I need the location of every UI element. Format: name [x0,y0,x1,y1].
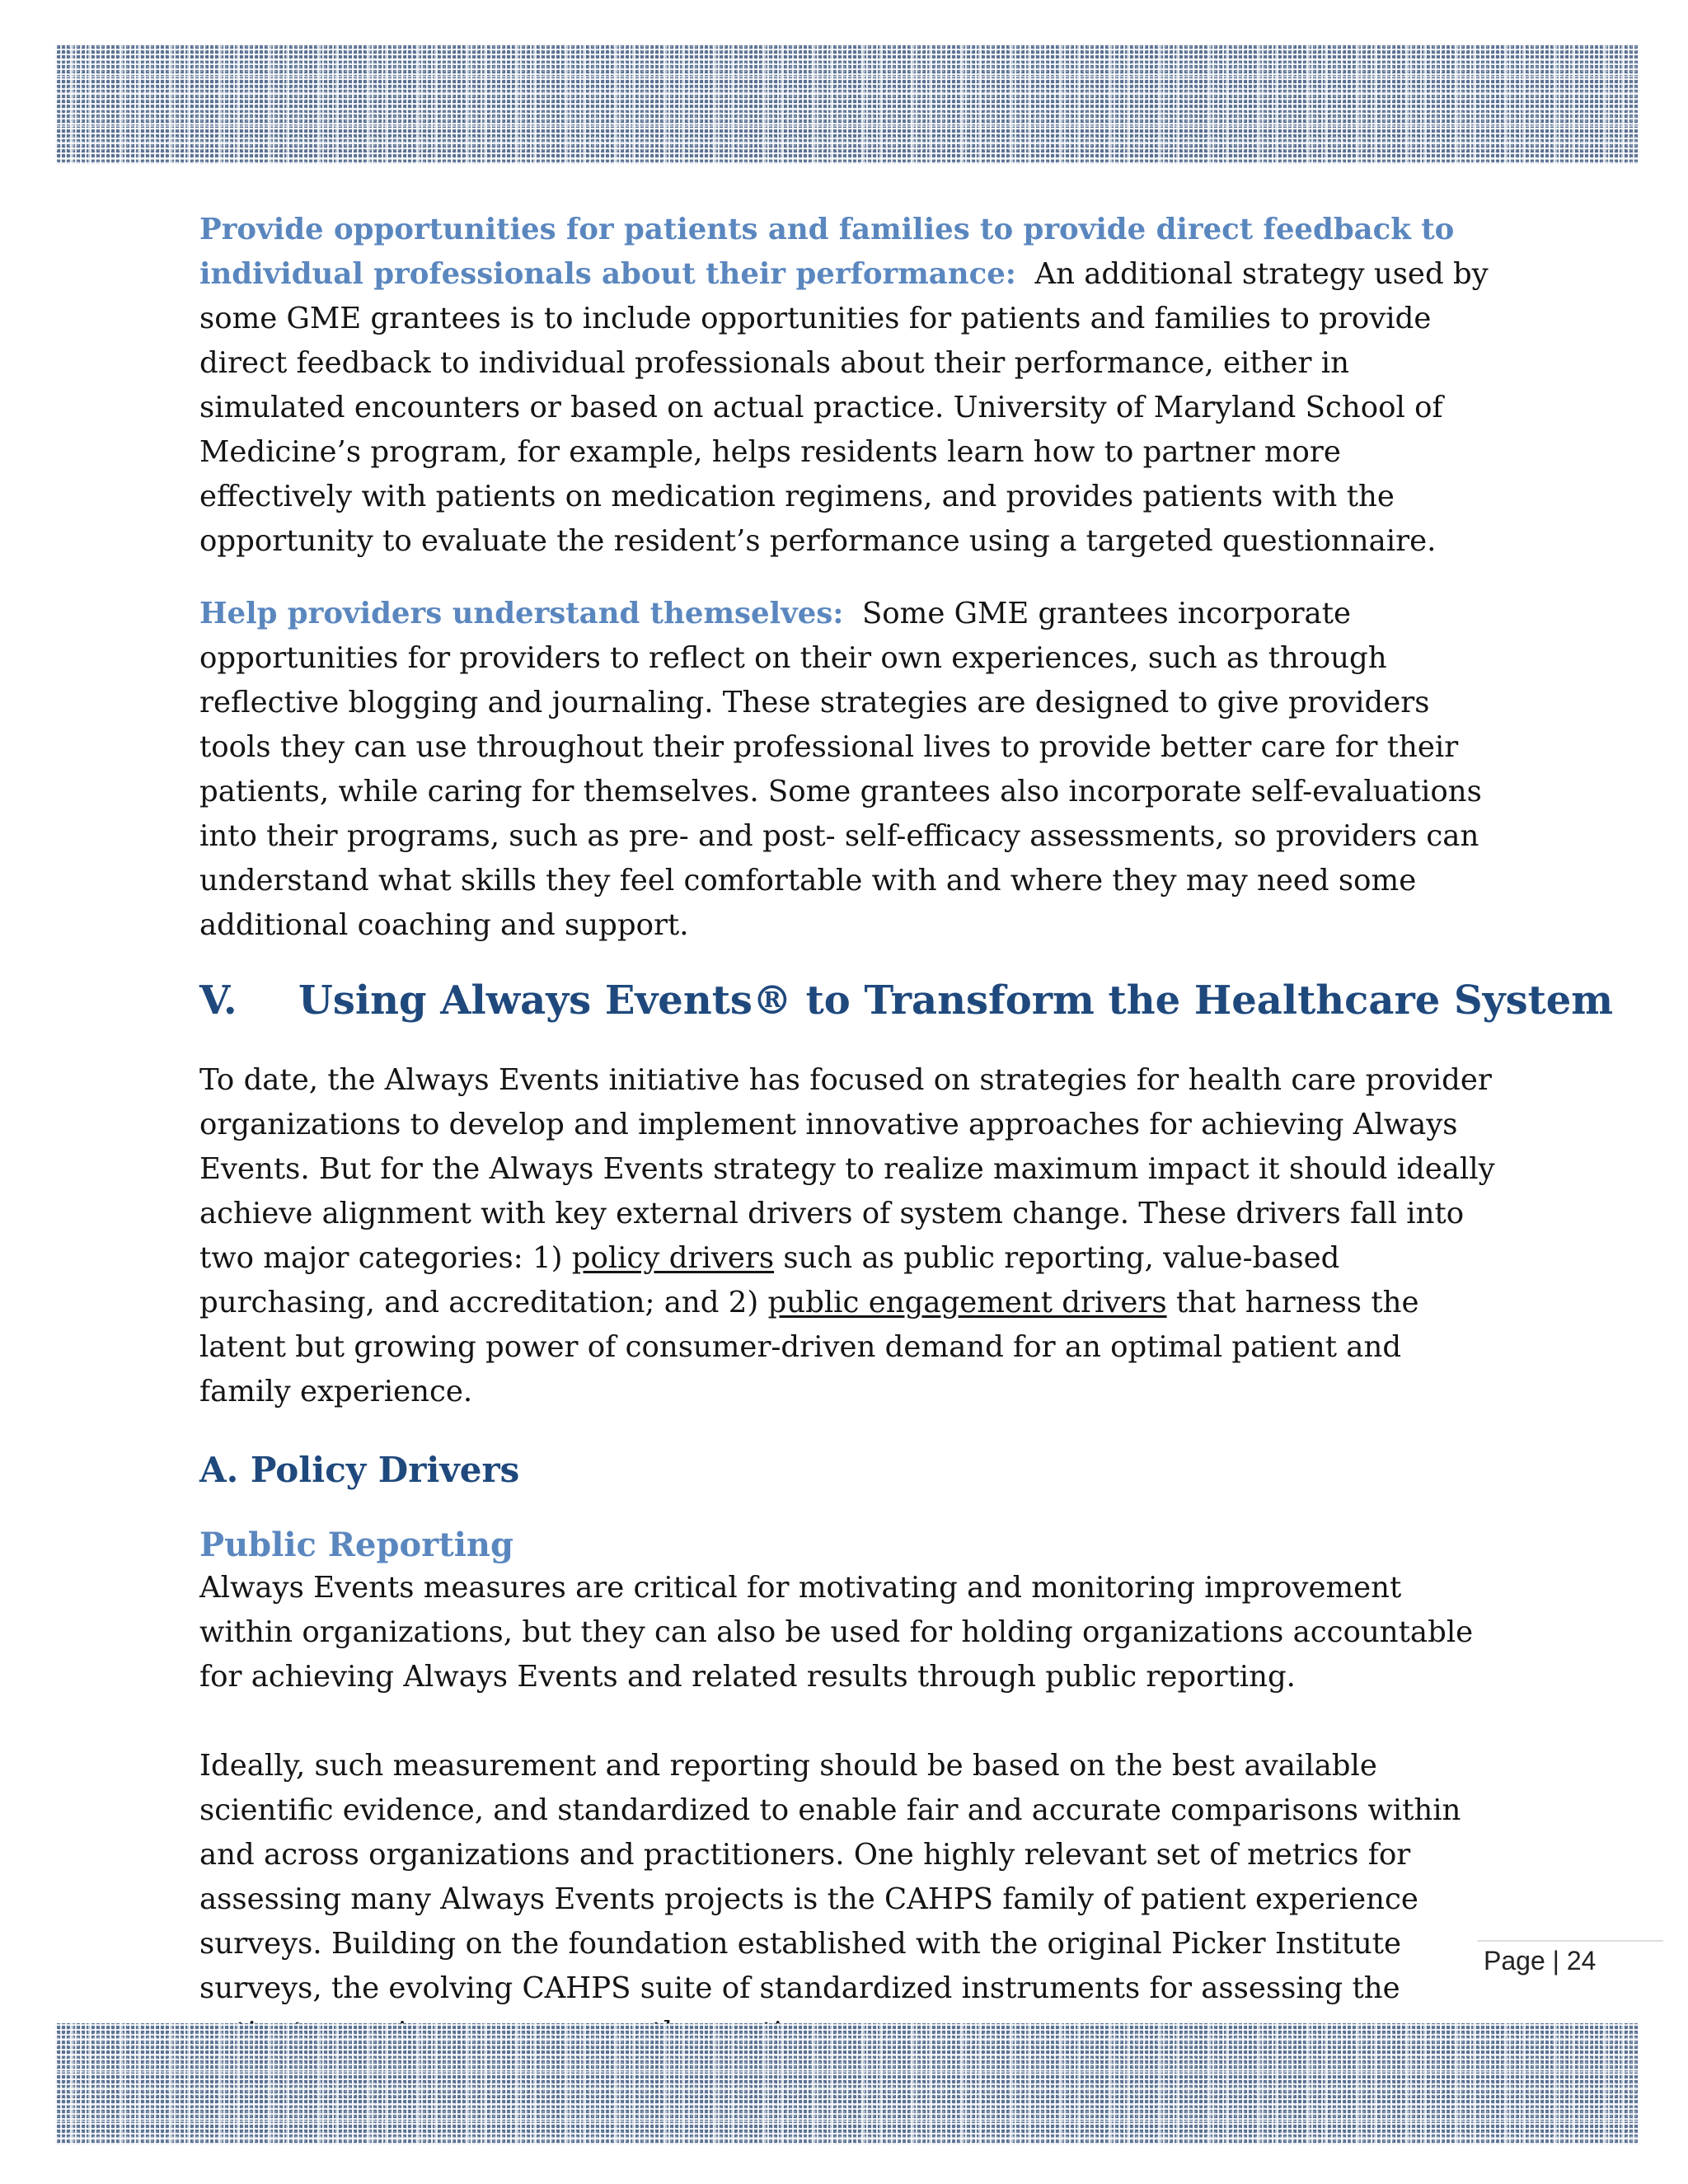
footer-divider [1477,1940,1663,1942]
public-engagement-drivers-term: public engagement drivers [767,1286,1167,1319]
paragraph-public-reporting-2: Ideally, such measurement and reporting should be based on the best available scientific evidence, and standardized to enable fair and accurate comparisons within and across organizations and practitioners. One highly relevant set of metrics for assessing many Always Events projects is the CAHPS family of patient experience surveys. Building on the foundation established with the original Picker Institute surveys, the evolving CAHPS suite of standardized instruments for assessing the [199,1749,1461,2005]
policy-drivers-term: policy drivers [571,1241,775,1275]
intro-text: that harness the latent but growing power of consumer-driven demand for an optimal patient and family experience. [199,1286,1419,1408]
paragraph-lead: Provide opportunities for patients and families to provide direct feedback to individual professionals about their performance: [199,213,1455,291]
page-number: Page | 24 [1484,1946,1597,1975]
subsection-heading: A. Policy Drivers [199,1450,520,1490]
paragraph-body: Some GME grantees incorporate opportunities for providers to reflect on their own experiences, such as through reflective blogging and journaling. These strategies are designed to give providers tools they can use throughout their professional lives to provide better care for their patients, while caring for themselves. Some grantees also incorporate self-evaluations into their programs, such as pre- and post- self-efficacy assessments, so providers can understand what skills they feel comfortable with and where they may need some additional coaching and support. [199,597,1482,942]
paragraph-lead: Help providers understand themselves: [199,597,844,630]
intro-text: To date, the Always Events initiative has focused on strategies for health care provider organizations to develop and implement innovative approaches for achieving Always Events. But for the Always Events strategy to realize maximum impact it should ideally achieve alignment with key external drivers of system change. These drivers fall into two major categories: 1) [199,1063,1495,1275]
section-title: Using Always Events® to Transform the Healthcare System [298,977,1614,1024]
paragraph-public-reporting-1: Always Events measures are critical for motivating and monitoring improvement within organizations, but they can also be used for holding organizations accountable for achieving Always Events and related results through public reporting. [199,1571,1474,1694]
paragraph-direct-feedback [199,208,1502,564]
public-reporting-heading: Public Reporting [199,1526,513,1564]
intro-text: such as public reporting, value-based purchasing, and accreditation; and 2) [199,1241,1340,1319]
section-number: V. [199,977,237,1024]
paragraph-help-providers [199,592,1502,948]
footer-decorative-band [55,2023,1638,2144]
paragraph-intro [199,1058,1502,1414]
paragraph-body: An additional strategy used by some GME grantees is to include opportunities for patients and families to provide direct feedback to individual professionals about their performance, either in simulated encounters or based on actual practice. University of Maryland School of Medicine’s program, for example, helps residents learn how to partner more effectively with patients on medication regimens, and provides patients with the opportunity to evaluate the resident’s performance using a targeted questionnaire. [199,257,1489,558]
section-heading [199,976,1614,1025]
header-decorative-band [55,45,1638,164]
